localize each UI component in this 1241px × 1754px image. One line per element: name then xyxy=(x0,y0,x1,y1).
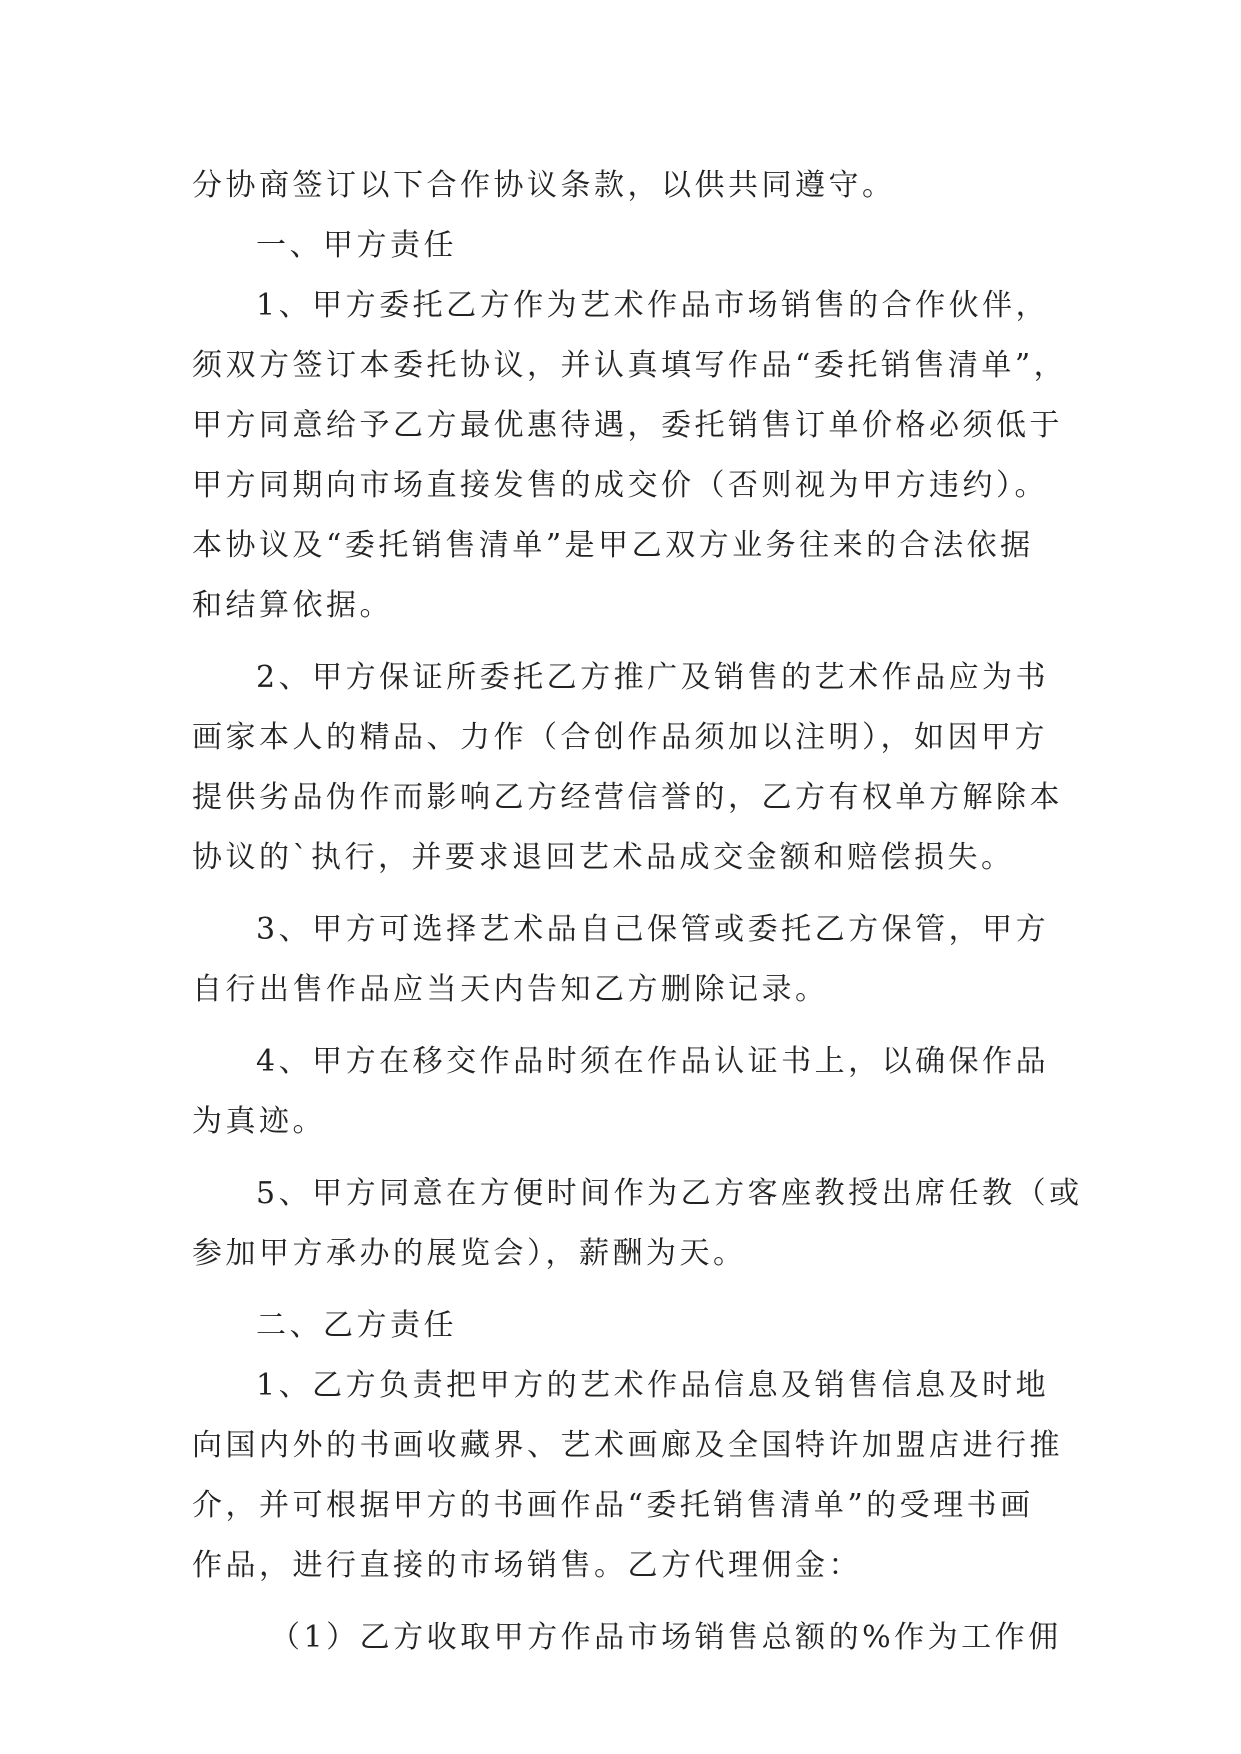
paragraph-line: 须双方签订本委托协议，并认真填写作品“委托销售清单”， xyxy=(192,348,1068,383)
paragraph-line: 2、甲方保证所委托乙方推广及销售的艺术作品应为书 xyxy=(256,660,1050,695)
paragraph-line: 介，并可根据甲方的书画作品“委托销售清单”的受理书画 xyxy=(192,1488,1034,1523)
section-heading: 一、甲方责任 xyxy=(256,228,457,263)
paragraph-gap xyxy=(192,888,1052,900)
paragraph-line: 协议的`执行，并要求退回艺术品成交金额和赔偿损失。 xyxy=(192,840,1015,875)
paragraph-line: 作品，进行直接的市场销售。乙方代理佣金： xyxy=(192,1548,862,1583)
paragraph-line: 自行出售作品应当天内告知乙方删除记录。 xyxy=(192,972,829,1007)
paragraph-line: 向国内外的书画收藏界、艺术画廊及全国特许加盟店进行推 xyxy=(192,1428,1063,1463)
paragraph-line: 为真迹。 xyxy=(192,1104,326,1139)
paragraph-line: 参加甲方承办的展览会），薪酬为天。 xyxy=(192,1236,747,1271)
paragraph-line: 提供劣品伪作而影响乙方经营信誉的，乙方有权单方解除本 xyxy=(192,780,1063,815)
paragraph-gap xyxy=(192,1596,1052,1608)
paragraph-line: 1、甲方委托乙方作为艺术作品市场销售的合作伙伴， xyxy=(256,288,1050,323)
document-page xyxy=(192,156,1083,1668)
paragraph-line: 分协商签订以下合作协议条款，以供共同遵守。 xyxy=(192,168,896,203)
paragraph-line: 甲方同期向市场直接发售的成交价（否则视为甲方违约）。 xyxy=(192,468,1048,503)
paragraph-line: 画家本人的精品、力作（合创作品须加以注明），如因甲方 xyxy=(192,720,1048,755)
paragraph-gap xyxy=(192,636,1052,648)
paragraph-line: 3、甲方可选择艺术品自己保管或委托乙方保管，甲方 xyxy=(256,912,1050,947)
paragraph-line: 1、乙方负责把甲方的艺术作品信息及销售信息及时地 xyxy=(256,1368,1050,1403)
paragraph-line: 5、甲方同意在方便时间作为乙方客座教授出席任教（或 xyxy=(256,1176,1083,1211)
section-heading: 二、乙方责任 xyxy=(256,1308,457,1343)
paragraph-gap xyxy=(192,1284,1052,1296)
paragraph-gap xyxy=(192,1020,1052,1032)
paragraph-line: 和结算依据。 xyxy=(192,588,393,623)
paragraph-gap xyxy=(192,1152,1052,1164)
paragraph-line: （1）乙方收取甲方作品市场销售总额的%作为工作佣 xyxy=(270,1620,1062,1655)
paragraph-line: 本协议及“委托销售清单”是甲乙双方业务往来的合法依据 xyxy=(192,528,1034,563)
paragraph-line: 4、甲方在移交作品时须在作品认证书上，以确保作品 xyxy=(256,1044,1050,1079)
paragraph-line: 甲方同意给予乙方最优惠待遇，委托销售订单价格必须低于 xyxy=(192,408,1063,443)
